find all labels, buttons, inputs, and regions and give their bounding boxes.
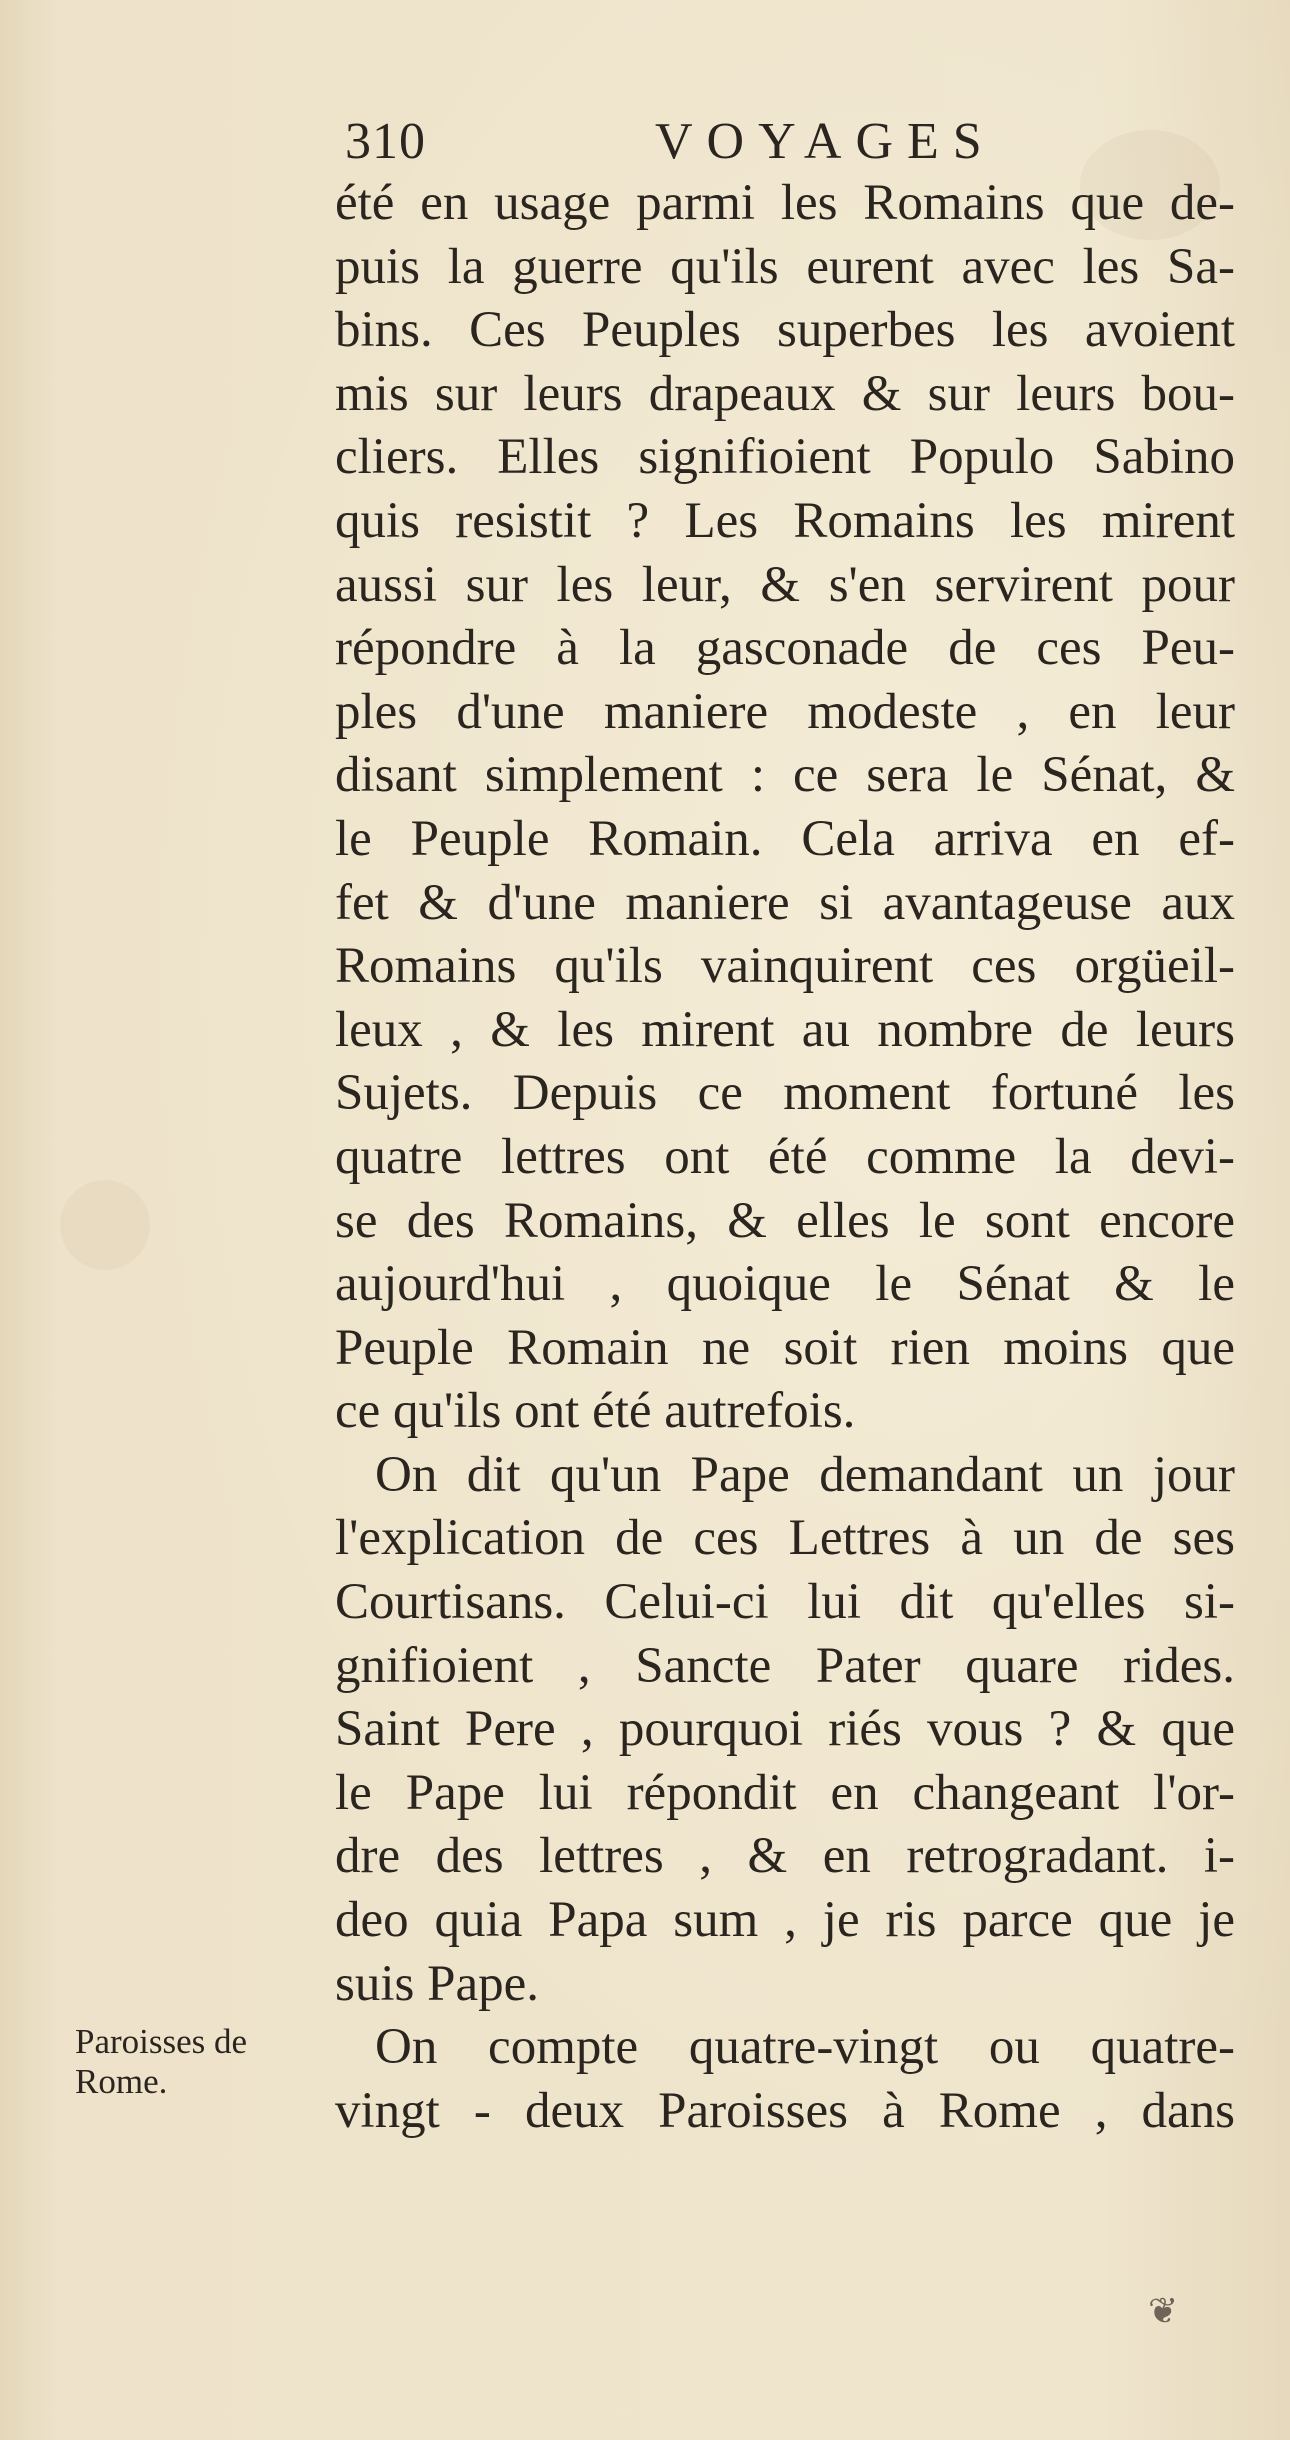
text-line: suis Pape. (335, 1955, 539, 2012)
text-line: mis sur leurs drapeaux & sur leurs bou- (335, 365, 1235, 422)
paper-stain (60, 1180, 150, 1270)
text-line: puis la guerre qu'ils eurent avec les Sa- (335, 238, 1235, 295)
text-line: Courtisans. Celui-ci lui dit qu'elles si- (335, 1574, 1235, 1631)
text-line: On compte quatre-vingt ou quatre- (375, 2019, 1235, 2076)
text-line: ples d'une maniere modeste , en leur (335, 683, 1235, 740)
running-title: VOYAGES (655, 113, 996, 170)
text-line: aujourd'hui , quoique le Sénat & le (335, 1256, 1235, 1313)
page-number: 310 (345, 113, 426, 170)
text-line: vingt - deux Paroisses à Rome , dans (335, 2082, 1235, 2139)
text-line: quis resistit ? Les Romains les mirent (335, 492, 1235, 549)
text-line: cliers. Elles signifioient Populo Sabino (335, 429, 1235, 486)
text-line: quatre lettres ont été comme la devi- (335, 1128, 1235, 1185)
text-line: gnifioient , Sancte Pater quare rides. (335, 1637, 1235, 1694)
text-line: Peuple Romain ne soit rien moins que (335, 1319, 1235, 1376)
text-line: deo quia Papa sum , je ris parce que je (335, 1892, 1235, 1949)
text-line: le Peuple Romain. Cela arriva en ef- (335, 810, 1235, 867)
text-line: été en usage parmi les Romains que de- (335, 175, 1235, 231)
text-line: l'explication de ces Lettres à un de ses (335, 1510, 1235, 1567)
text-line: On dit qu'un Pape demandant un jour (375, 1446, 1235, 1503)
text-line: dre des lettres , & en retrogradant. i- (335, 1828, 1235, 1885)
margin-note-line: Rome. (75, 2062, 168, 2101)
text-line: Saint Pere , pourquoi riés vous ? & que (335, 1701, 1235, 1758)
body-text (335, 172, 1235, 2143)
text-line: répondre à la gasconade de ces Peu- (335, 620, 1235, 677)
page-header (345, 112, 1045, 172)
text-line: ce qu'ils ont été autrefois. (335, 1383, 856, 1440)
margin-note-line: Paroisses de (75, 2022, 248, 2061)
text-line: Romains qu'ils vainquirent ces orgüeil- (335, 938, 1235, 995)
text-line: aussi sur les leur, & s'en servirent pour (335, 556, 1235, 613)
margin-note (75, 2022, 275, 2102)
text-line: se des Romains, & elles le sont encore (335, 1192, 1235, 1249)
text-line: leux , & les mirent au nombre de leurs (335, 1001, 1235, 1058)
text-line: le Pape lui répondit en changeant l'or- (335, 1764, 1235, 1821)
ornament-icon: ❦ (1148, 2291, 1179, 2331)
text-line: Sujets. Depuis ce moment fortuné les (335, 1065, 1235, 1122)
text-line: disant simplement : ce sera le Sénat, & (335, 747, 1235, 804)
text-line: fet & d'une maniere si avantageuse aux (335, 874, 1235, 931)
text-line: bins. Ces Peuples superbes les avoient (335, 302, 1235, 359)
